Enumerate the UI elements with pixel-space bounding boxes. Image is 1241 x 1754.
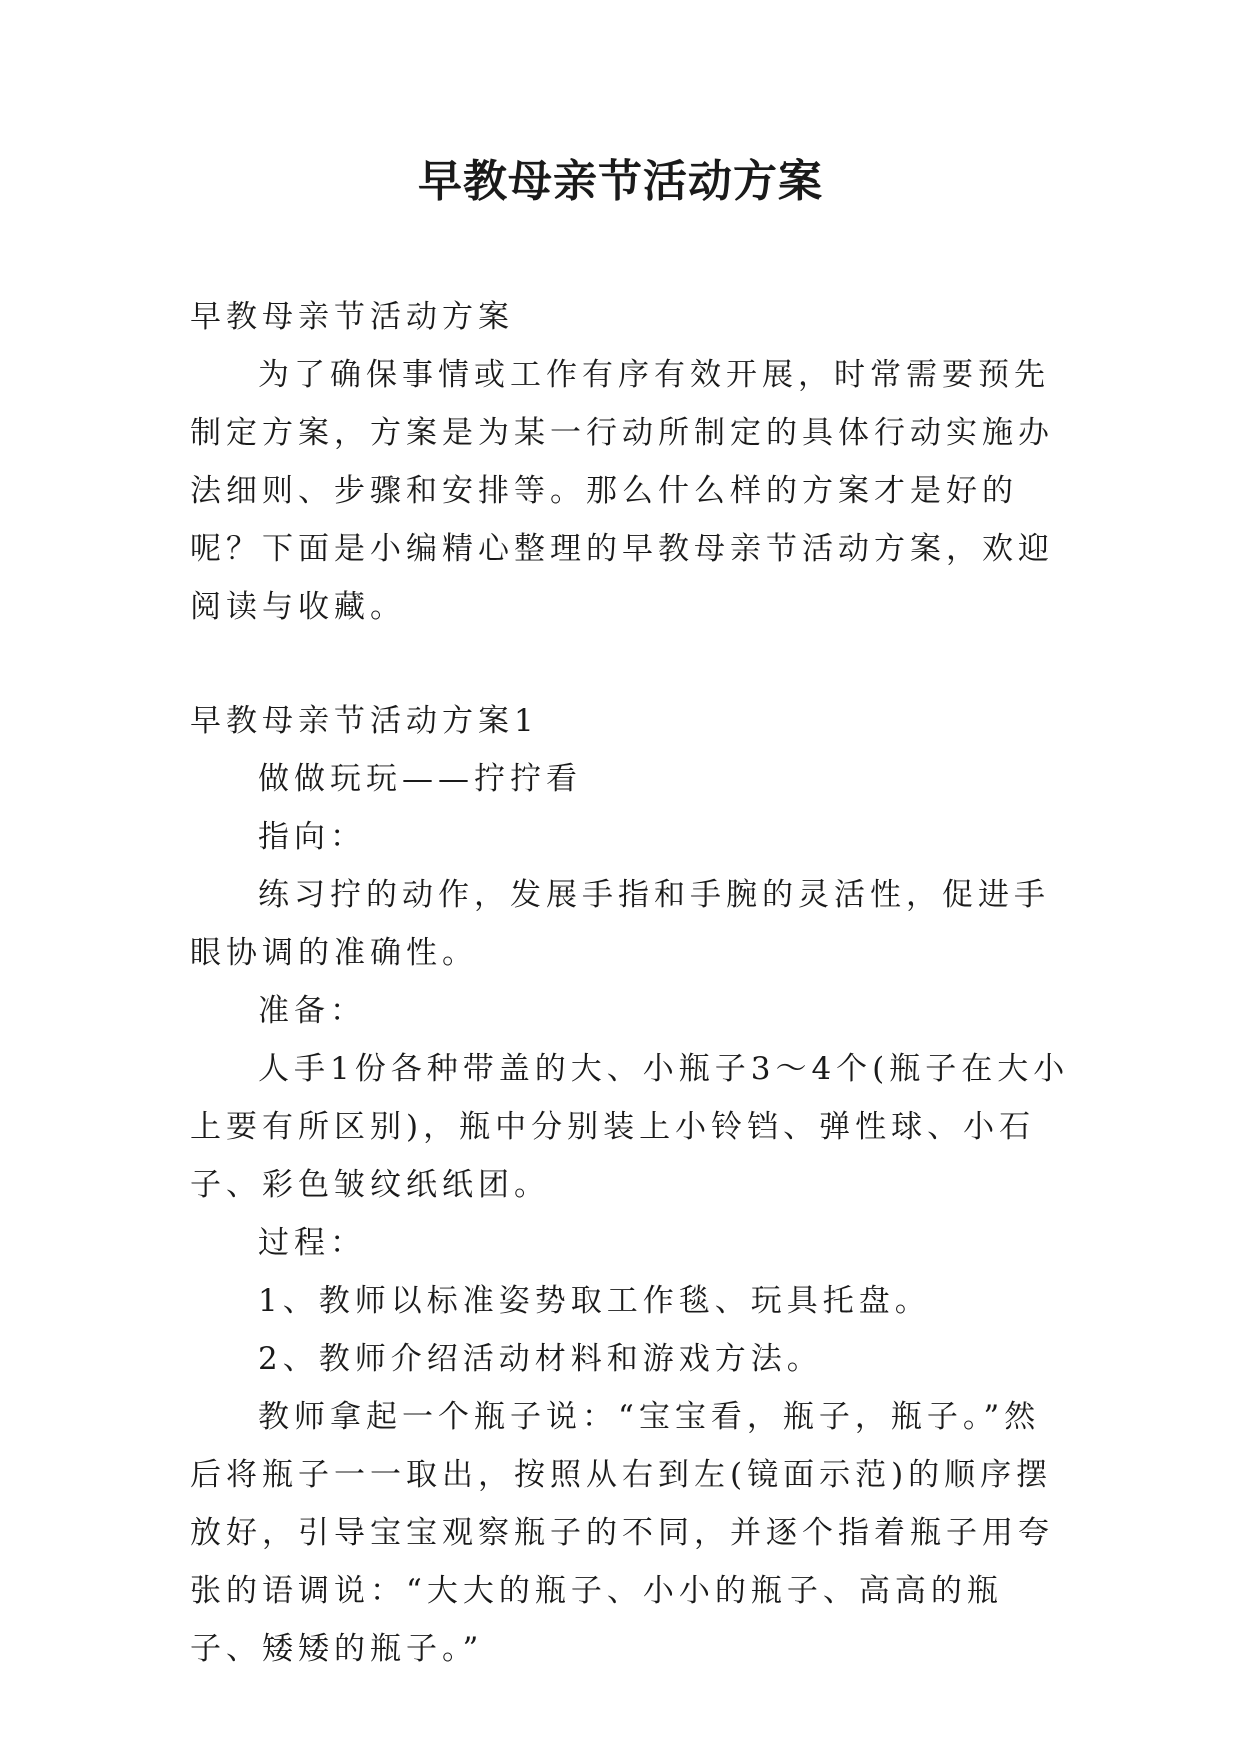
document-title: 早教母亲节活动方案 (418, 156, 823, 207)
document-body (190, 288, 1070, 1678)
step-1: 1、教师以标准姿势取工作毯、玩具托盘。 (258, 1283, 931, 1319)
section-heading: 早教母亲节活动方案1 (190, 703, 539, 739)
step-2: 2、教师介绍活动材料和游戏方法。 (258, 1341, 823, 1377)
goal-paragraph: 练习拧的动作，发展手指和手腕的灵活性，促进手眼协调的准确性。 (190, 877, 1050, 971)
intro-paragraph: 为了确保事情或工作有序有效开展，时常需要预先制定方案，方案是为某一行动所制定的具体行动实施办法细则、步骤和安排等。那么什么样的方案才是好的呢？下面是小编精心整理的早教母亲节活动方案，欢迎阅读与收藏。 (190, 357, 1054, 625)
prep-label: 准备： (258, 993, 366, 1029)
prep-paragraph: 人手1份各种带盖的大、小瓶子3～4个(瓶子在大小上要有所区别)，瓶中分别装上小铃铛、弹性球、小石子、彩色皱纹纸纸团。 (190, 1051, 1070, 1203)
step-2-detail: 教师拿起一个瓶子说：“宝宝看，瓶子，瓶子。”然后将瓶子一一取出，按照从右到左(镜面示范)的顺序摆放好，引导宝宝观察瓶子的不同，并逐个指着瓶子用夸张的语调说：“大大的瓶子、小小的瓶子、高高的瓶子、矮矮的瓶子。” (190, 1399, 1054, 1667)
document-subtitle: 早教母亲节活动方案 (190, 299, 514, 335)
process-label: 过程： (258, 1225, 366, 1261)
activity-title: 做做玩玩——拧拧看 (258, 761, 582, 797)
goal-label: 指向： (258, 819, 366, 855)
